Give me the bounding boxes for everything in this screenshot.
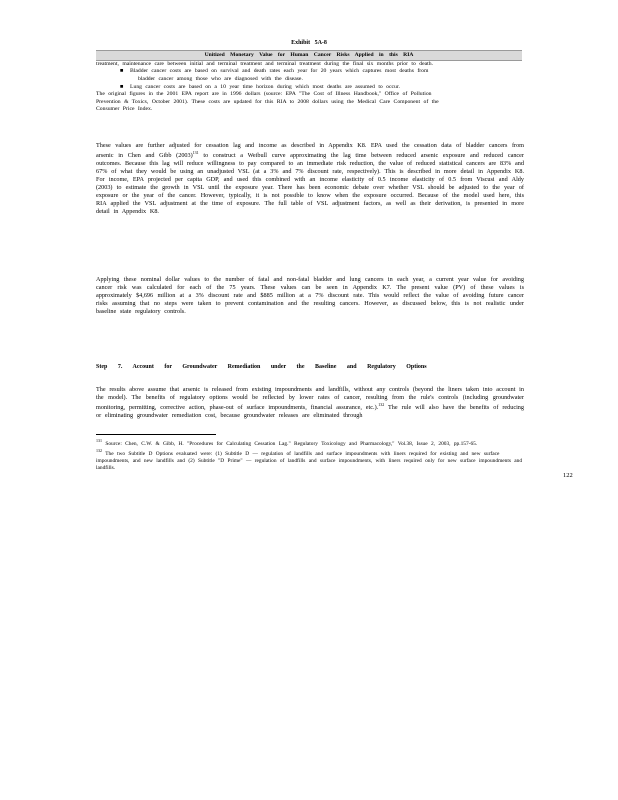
footnote-divider: [96, 434, 216, 435]
exhibit-note-line: treatment, maintenance care between initial and terminal treatment and terminal treatment during the final six months prior to death.: [96, 60, 434, 67]
exhibit-note-line: ■ Bladder cancer costs are based on survival and death rates each year for 20 years which captures most deaths from: [120, 68, 429, 75]
step-heading: Step 7. Account for Groundwater Remediation under the Baseline and Regulatory Options: [96, 364, 427, 370]
exhibit-note-line: bladder cancer among those who are diagnosed with the disease.: [138, 75, 303, 82]
exhibit-note-line: Consumer Price Index.: [96, 106, 153, 113]
footnote-132: $^{132}$ The two Subtitle D Options evaluated were: (1) Subtitle D — regulation of landfills and surface impoundments with liners required for existing and new surface impoundments, and new landfills and (2) Subtitle "D Prime" — regulation of landfills and surface impoundments, with liners required only for new surface impoundments and landfills.: [96, 448, 523, 472]
bullet-icon: ■: [120, 68, 124, 75]
exhibit-title: Exhibit 5A-8: [291, 40, 327, 46]
footnote-ref-131[interactable]: 131: [192, 149, 199, 155]
exhibit-notes: [96, 61, 522, 114]
body-paragraph-3: The results above assume that arsenic is released from existing impoundments and landfills, without any controls (beyond the liners taken into account in the model). The benefits of regulatory options would be reflected by lower rates of cancer, resulting from the rule's controls (including groundwater monitoring, permitting, corrective action, phase-out of surface impoundments, financial assurance, etc.).$^{132}$ The rule will also have the benefits of reducing or eliminating groundwater remediation cost, because groundwater releases are eliminated through: [96, 386, 524, 419]
footnote-ref-132[interactable]: 132: [378, 401, 385, 407]
exhibit-note-line: Prevention & Toxics, October 2001). These costs are updated for this RIA to 2008 dollars using the Medical Care Component of the: [96, 98, 439, 105]
bullet-icon: ■: [120, 83, 124, 90]
body-paragraph-1: These values are further adjusted for cessation lag and income as described in Appendix K8. EPA used the cessation data of bladder cancers from arsenic in Chen and Gibb $(2003)^{131}$ to construct a Weibull curve approximating the lag time between reduced arsenic exposure and reduced cancer outcomes. Because this lag will reduce willingness to pay compared to an immediate risk reduction, the value of reduced statistical cancers are 83% and 67% of what they would be using an unadjusted VSL (at a 3% and 7% discount rate, respectively). This is described in more detail in Appendix K8. For income, EPA projected per capita GDP, and used this combined with an income elasticity of 0.5 income elasticity of 0.5 from Viscusi and Aldy (2003) to estimate the growth in VSL until the exposure year. There has been economic debate over whether VSL should be adjusted to the year of exposure or the year of the cancer. However, typically, it is not possible to know when the exposure occurred. Because of the model used here, this RIA applied the VSL adjustment at the time of exposure. The full table of VSL adjustment factors, as well as their derivation, is presented in more detail in Appendix K8.: [96, 142, 524, 215]
exhibit-subheading: Unitized Monetary Value for Human Cancer Risks Applied in this RIA: [96, 50, 522, 61]
footnote-131: $^{131}$ Source: Chen, C.W. & Gibb, H. "Procedures for Calculating Cessation Lag." Regulatory Toxicology and Pharmacology," Vol.38, Issue 2, 2003, pp.157-65.: [96, 438, 478, 447]
exhibit-table: [96, 40, 522, 114]
exhibit-note-line: ■ Lung cancer costs are based on a 10 year time horizon during which most deaths are assumed to occur.: [120, 83, 400, 90]
exhibit-note-line: The original figures in the 2001 EPA report are in 1996 dollars (source: EPA "The Cost of Illness Handbook," Office of Pollution: [96, 91, 432, 98]
body-paragraph-2: Applying these nominal dollar values to the number of fatal and non-fatal bladder and lung cancers in each year, a current year value for avoiding cancer risk was calculated for each of the 75 years. These values can be seen in Appendix K7. The present value (PV) of these values is approximately $4,696 million at a 3% discount rate and $885 million at a 7% discount rate. This would reflect the value of avoiding future cancer risks assuming that no steps were taken to prevent contamination and the resulting cancers. However, as discussed below, this is not realistic under baseline state regulatory controls.: [96, 276, 524, 315]
footnotes: [96, 434, 524, 473]
page-number: 122: [563, 472, 573, 479]
